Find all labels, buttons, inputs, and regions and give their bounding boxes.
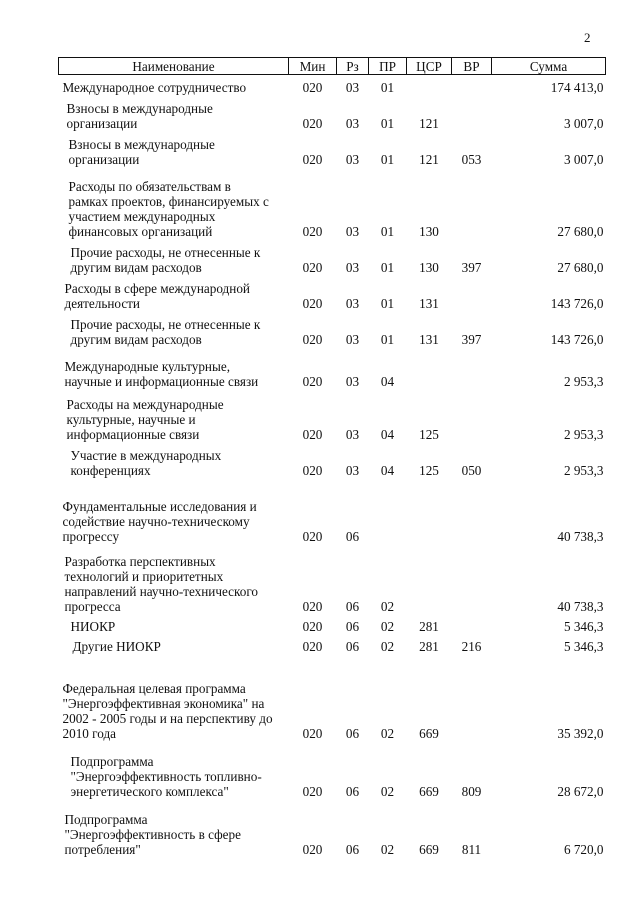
cell-pr: 02 bbox=[380, 618, 395, 634]
cell-pr: 01 bbox=[380, 295, 395, 311]
cell-min: 020 bbox=[302, 725, 323, 741]
name-line: другим видам расходов bbox=[70, 259, 202, 275]
table-body bbox=[59, 75, 606, 857]
table-row bbox=[59, 389, 606, 442]
name-line: 2002 - 2005 годы и на перспективу до bbox=[62, 710, 273, 726]
name-line: Международные культурные, bbox=[64, 358, 230, 374]
name-line: Разработка перспективных bbox=[64, 553, 216, 569]
cell-min: 020 bbox=[302, 618, 323, 634]
cell-csr: 131 bbox=[419, 295, 439, 311]
name-line: другим видам расходов bbox=[70, 331, 202, 347]
cell-pr: 01 bbox=[380, 259, 395, 275]
cell-name bbox=[59, 239, 289, 275]
name-line: энергетического комплекса" bbox=[70, 783, 229, 799]
table-row bbox=[59, 239, 606, 275]
cell-csr: 125 bbox=[419, 426, 439, 442]
cell-name bbox=[59, 654, 289, 741]
table-row bbox=[59, 634, 606, 654]
budget-table bbox=[58, 57, 606, 857]
cell-vr bbox=[452, 95, 492, 131]
cell-csr bbox=[407, 347, 452, 389]
cell-csr bbox=[407, 544, 452, 614]
cell-vr: 811 bbox=[461, 841, 482, 857]
cell-vr bbox=[452, 389, 492, 442]
cell-csr: 669 bbox=[419, 725, 439, 741]
header-rz: Рз bbox=[337, 58, 369, 75]
cell-rz: 06 bbox=[345, 598, 360, 614]
cell-pr: 01 bbox=[380, 115, 395, 131]
cell-rz: 06 bbox=[345, 638, 360, 654]
cell-sum: 28 672,0 bbox=[557, 783, 604, 799]
cell-pr: 02 bbox=[380, 841, 395, 857]
name-line: Участие в международных bbox=[70, 447, 222, 463]
name-line: культурные, научные и bbox=[66, 411, 196, 427]
cell-pr: 02 bbox=[380, 638, 395, 654]
cell-vr: 397 bbox=[461, 259, 482, 275]
table-row bbox=[59, 654, 606, 741]
name-line: конференциях bbox=[70, 462, 151, 478]
cell-name bbox=[59, 275, 289, 311]
cell-name bbox=[59, 167, 289, 239]
cell-pr: 01 bbox=[380, 331, 395, 347]
cell-pr bbox=[369, 478, 407, 544]
cell-min: 020 bbox=[302, 115, 323, 131]
cell-pr: 04 bbox=[380, 426, 395, 442]
cell-sum: 40 738,3 bbox=[557, 528, 604, 544]
cell-vr bbox=[452, 478, 492, 544]
cell-min: 020 bbox=[289, 75, 337, 95]
cell-rz: 03 bbox=[345, 151, 360, 167]
name-line: содействие научно-техническому bbox=[62, 513, 250, 529]
cell-rz: 06 bbox=[345, 618, 360, 634]
cell-sum: 174 413,0 bbox=[492, 75, 606, 95]
name-line: научные и информационные связи bbox=[64, 373, 259, 389]
name-line: Федеральная целевая программа bbox=[62, 680, 246, 696]
name-line: технологий и приоритетных bbox=[64, 568, 224, 584]
table-row bbox=[59, 95, 606, 131]
table-row bbox=[59, 478, 606, 544]
cell-csr: 281 bbox=[419, 638, 439, 654]
cell-rz: 03 bbox=[345, 331, 360, 347]
cell-sum: 40 738,3 bbox=[557, 598, 604, 614]
name-line: организации bbox=[66, 115, 138, 131]
cell-name bbox=[59, 95, 289, 131]
cell-name bbox=[59, 311, 289, 347]
cell-vr: 809 bbox=[461, 783, 482, 799]
table-row bbox=[59, 75, 606, 95]
name-line: Международное сотрудничество bbox=[62, 79, 247, 95]
cell-vr bbox=[452, 544, 492, 614]
cell-vr: 050 bbox=[461, 462, 482, 478]
cell-sum: 2 953,3 bbox=[563, 462, 604, 478]
header-csr: ЦСР bbox=[407, 58, 452, 75]
cell-pr: 02 bbox=[380, 783, 395, 799]
cell-csr: 121 bbox=[419, 115, 439, 131]
cell-pr: 02 bbox=[380, 725, 395, 741]
cell-pr: 01 bbox=[380, 151, 395, 167]
cell-vr bbox=[452, 347, 492, 389]
name-line: Расходы на международные bbox=[66, 396, 224, 412]
cell-vr bbox=[452, 275, 492, 311]
name-line: Подпрограмма bbox=[64, 811, 148, 827]
cell-csr: 121 bbox=[419, 151, 439, 167]
cell-sum: 2 953,3 bbox=[563, 426, 604, 442]
cell-min: 020 bbox=[302, 223, 323, 239]
name-line: потребления" bbox=[64, 841, 141, 857]
cell-csr bbox=[407, 75, 452, 95]
table-row bbox=[59, 614, 606, 634]
name-line: Прочие расходы, не отнесенные к bbox=[70, 244, 261, 260]
cell-pr: 01 bbox=[369, 75, 407, 95]
name-line: НИОКР bbox=[70, 618, 116, 634]
header-min: Мин bbox=[289, 58, 337, 75]
header-sum: Сумма bbox=[492, 58, 606, 75]
name-line: направлений научно-технического bbox=[64, 583, 259, 599]
cell-csr: 130 bbox=[419, 223, 439, 239]
name-line: 2010 года bbox=[62, 725, 117, 741]
cell-rz: 03 bbox=[345, 426, 360, 442]
name-line: деятельности bbox=[64, 295, 140, 311]
page-number: 2 bbox=[584, 30, 591, 45]
name-line: рамках проектов, финансируемых с bbox=[68, 193, 269, 209]
table-row bbox=[59, 275, 606, 311]
table-row bbox=[59, 741, 606, 799]
cell-sum: 27 680,0 bbox=[557, 259, 604, 275]
cell-min: 020 bbox=[302, 841, 323, 857]
name-line: Расходы по обязательствам в bbox=[68, 178, 231, 194]
table-row bbox=[59, 442, 606, 478]
header-pr: ПР bbox=[369, 58, 407, 75]
cell-name bbox=[59, 799, 289, 857]
cell-sum: 6 720,0 bbox=[563, 841, 604, 857]
name-line: Взносы в международные bbox=[66, 100, 213, 116]
cell-pr: 04 bbox=[380, 462, 395, 478]
cell-sum: 5 346,3 bbox=[563, 618, 604, 634]
cell-sum: 5 346,3 bbox=[563, 638, 604, 654]
table-row bbox=[59, 311, 606, 347]
table-header-row bbox=[59, 58, 606, 75]
cell-name bbox=[59, 544, 289, 614]
cell-min: 020 bbox=[302, 331, 323, 347]
cell-rz: 03 bbox=[345, 462, 360, 478]
cell-vr bbox=[452, 614, 492, 634]
cell-rz: 06 bbox=[345, 528, 360, 544]
cell-vr: 216 bbox=[461, 638, 482, 654]
cell-min: 020 bbox=[302, 373, 323, 389]
cell-name bbox=[59, 614, 289, 634]
name-line: финансовых организаций bbox=[68, 223, 213, 239]
cell-name bbox=[59, 75, 289, 95]
cell-csr: 125 bbox=[419, 462, 439, 478]
header-vr: ВР bbox=[452, 58, 492, 75]
cell-min: 020 bbox=[302, 462, 323, 478]
cell-min: 020 bbox=[302, 295, 323, 311]
cell-csr: 669 bbox=[419, 783, 439, 799]
cell-csr: 281 bbox=[419, 618, 439, 634]
name-line: информационные связи bbox=[66, 426, 200, 442]
name-line: Расходы в сфере международной bbox=[64, 280, 250, 296]
cell-csr: 130 bbox=[419, 259, 439, 275]
name-line: прогрессу bbox=[62, 528, 120, 544]
cell-vr bbox=[452, 654, 492, 741]
name-line: Прочие расходы, не отнесенные к bbox=[70, 316, 261, 332]
cell-vr: 397 bbox=[461, 331, 482, 347]
cell-pr: 02 bbox=[380, 598, 395, 614]
cell-min: 020 bbox=[302, 783, 323, 799]
cell-csr: 669 bbox=[419, 841, 439, 857]
cell-name bbox=[59, 389, 289, 442]
table-row bbox=[59, 347, 606, 389]
name-line: Подпрограмма bbox=[70, 753, 154, 769]
cell-name bbox=[59, 131, 289, 167]
cell-vr bbox=[452, 167, 492, 239]
cell-sum: 35 392,0 bbox=[557, 725, 604, 741]
name-line: прогресса bbox=[64, 598, 121, 614]
cell-vr bbox=[452, 75, 492, 95]
cell-rz: 06 bbox=[345, 725, 360, 741]
cell-csr bbox=[407, 478, 452, 544]
cell-name bbox=[59, 634, 289, 654]
cell-rz: 03 bbox=[345, 223, 360, 239]
cell-pr: 01 bbox=[380, 223, 395, 239]
cell-name bbox=[59, 478, 289, 544]
cell-sum: 3 007,0 bbox=[563, 115, 604, 131]
cell-min: 020 bbox=[302, 528, 323, 544]
cell-csr: 131 bbox=[419, 331, 439, 347]
cell-name bbox=[59, 442, 289, 478]
table-row bbox=[59, 799, 606, 857]
name-line: "Энергоэффективность топливно- bbox=[70, 768, 262, 784]
table-row bbox=[59, 167, 606, 239]
cell-min: 020 bbox=[302, 638, 323, 654]
cell-min: 020 bbox=[302, 259, 323, 275]
cell-rz: 06 bbox=[345, 783, 360, 799]
cell-sum: 27 680,0 bbox=[557, 223, 604, 239]
cell-rz: 03 bbox=[345, 373, 360, 389]
name-line: "Энергоэффективность в сфере bbox=[64, 826, 241, 842]
name-line: участием международных bbox=[68, 208, 216, 224]
cell-pr: 04 bbox=[380, 373, 395, 389]
name-line: Взносы в международные bbox=[68, 136, 215, 152]
cell-rz: 03 bbox=[345, 295, 360, 311]
cell-min: 020 bbox=[302, 598, 323, 614]
cell-sum: 3 007,0 bbox=[563, 151, 604, 167]
cell-sum: 143 726,0 bbox=[550, 295, 604, 311]
header-name: Наименование bbox=[59, 58, 289, 75]
cell-rz: 03 bbox=[345, 115, 360, 131]
name-line: Другие НИОКР bbox=[72, 638, 161, 654]
cell-rz: 03 bbox=[337, 75, 369, 95]
cell-sum: 2 953,3 bbox=[563, 373, 604, 389]
cell-vr: 053 bbox=[461, 151, 482, 167]
cell-sum: 143 726,0 bbox=[550, 331, 604, 347]
cell-rz: 03 bbox=[345, 259, 360, 275]
cell-rz: 06 bbox=[345, 841, 360, 857]
name-line: "Энергоэффективная экономика" на bbox=[62, 695, 265, 711]
table-row bbox=[59, 544, 606, 614]
cell-min: 020 bbox=[302, 426, 323, 442]
cell-min: 020 bbox=[302, 151, 323, 167]
name-line: организации bbox=[68, 151, 140, 167]
cell-name bbox=[59, 741, 289, 799]
name-line: Фундаментальные исследования и bbox=[62, 498, 257, 514]
table-row bbox=[59, 131, 606, 167]
cell-name bbox=[59, 347, 289, 389]
